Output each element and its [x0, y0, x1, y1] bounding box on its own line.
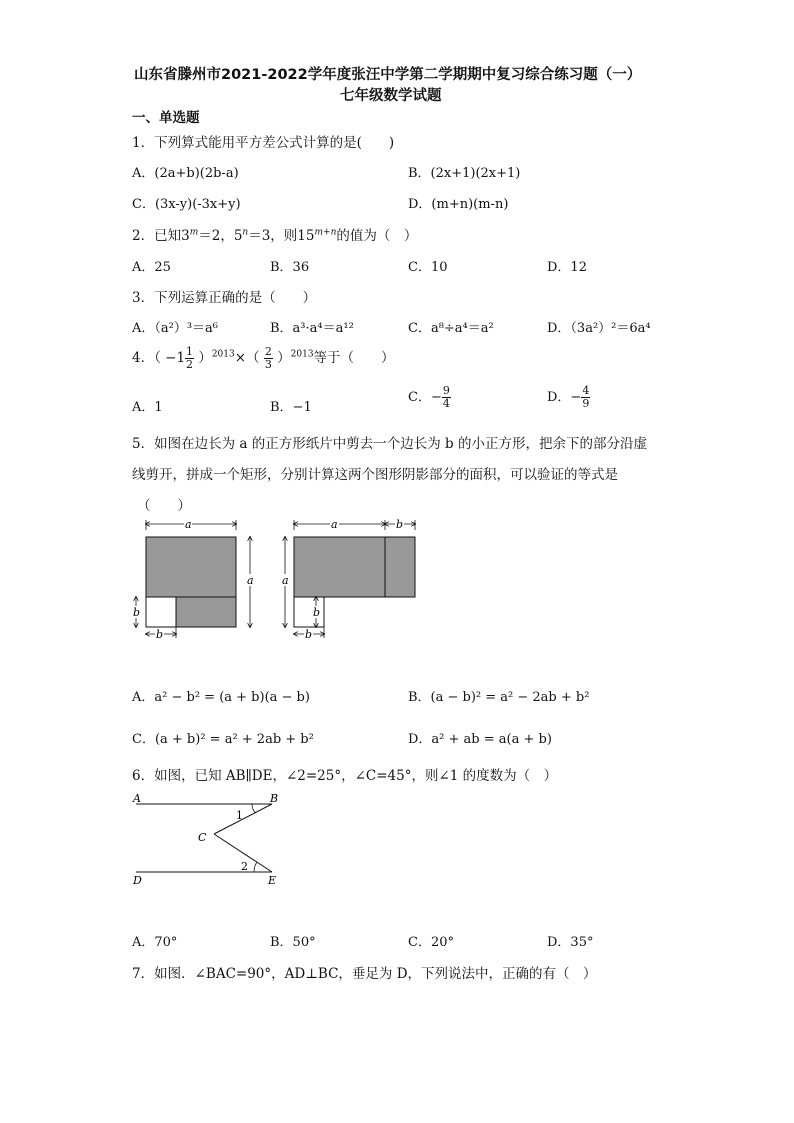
- q5-option-c[interactable]: C．(a + b)² = a² + 2ab + b²: [132, 732, 314, 747]
- svg-text:D: D: [133, 874, 142, 887]
- q2-stem: 2．已知$3^m=2$，$5^n=3$，则$15^{m+n}$的值为（ ）: [132, 227, 418, 244]
- svg-text:C: C: [198, 831, 207, 844]
- q4-option-a[interactable]: A．1: [132, 400, 163, 415]
- q3-option-a[interactable]: A．（a²）³＝a⁶: [132, 321, 219, 336]
- q5-figure: [128, 514, 428, 644]
- q4-stem: 4．（ −1 $\frac{1}{2}$ ）$^{2013}$×（ $\frac{2}{3}$ ）$^{2013}$等于（ ）: [132, 345, 395, 371]
- q5-stem-line2: 线剪开，拼成一个矩形，分别计算这两个图形阴影部分的面积，可以验证的等式是: [132, 467, 618, 483]
- svg-text:b: b: [156, 628, 164, 641]
- q4-option-b[interactable]: B．−1: [270, 400, 312, 415]
- q2-option-c[interactable]: C．10: [408, 260, 448, 275]
- q1-option-b[interactable]: B．(2x+1)(2x+1): [408, 166, 521, 181]
- q5-stem-line3: （ ）: [137, 498, 191, 514]
- q5-option-b[interactable]: B．(a − b)² = a² − 2ab + b²: [408, 690, 590, 705]
- page-title: 山东省滕州市2021-2022学年度张汪中学第二学期期中复习综合练习题（一）: [134, 67, 642, 83]
- svg-text:A: A: [133, 792, 141, 805]
- svg-text:B: B: [270, 792, 279, 805]
- square-figure: [132, 517, 256, 641]
- svg-text:a: a: [185, 518, 192, 531]
- q6-figure: [128, 788, 288, 892]
- svg-text:b: b: [313, 606, 321, 619]
- q4-option-d[interactable]: D．− $\frac{4}{9}$: [547, 384, 590, 410]
- q3-option-d[interactable]: D．（3a²）²＝6a⁴: [547, 321, 651, 336]
- q3-option-b[interactable]: B．a³·a⁴＝a¹²: [270, 321, 354, 336]
- svg-text:b: b: [305, 628, 313, 641]
- svg-text:a: a: [247, 574, 254, 587]
- q1-stem: 1．下列算式能用平方差公式计算的是( ): [132, 135, 395, 151]
- q2-option-a[interactable]: A．25: [132, 260, 171, 275]
- q6-stem: 6．如图，已知 AB∥DE，∠2=25°，∠C=45°，则∠1 的度数为（ ）: [132, 768, 558, 784]
- q7-stem: 7．如图．∠BAC=90°，AD⊥BC，垂足为 D，下列说法中，正确的有（ ）: [132, 966, 597, 982]
- q2-option-d[interactable]: D．12: [547, 260, 587, 275]
- q4-option-c[interactable]: C．− $\frac{9}{4}$: [408, 384, 450, 410]
- q3-stem: 3．下列运算正确的是（ ）: [132, 290, 317, 306]
- q1-option-d[interactable]: D．(m+n)(m-n): [408, 197, 509, 212]
- page-subtitle: 七年级数学试题: [340, 88, 442, 104]
- svg-text:b: b: [396, 518, 404, 531]
- q5-option-d[interactable]: D．a² + ab = a(a + b): [408, 732, 552, 747]
- svg-text:b: b: [133, 606, 141, 619]
- q3-option-c[interactable]: C．a⁸÷a⁴＝a²: [408, 321, 494, 336]
- q5-option-a[interactable]: A．a² − b² = (a + b)(a − b): [132, 690, 310, 705]
- svg-text:2: 2: [241, 860, 248, 873]
- rectangle-figure: [281, 517, 415, 641]
- svg-text:a: a: [331, 518, 338, 531]
- q6-option-a[interactable]: A．70°: [132, 935, 178, 950]
- q2-option-b[interactable]: B．36: [270, 260, 310, 275]
- svg-text:E: E: [268, 874, 277, 887]
- q5-stem-line1: 5．如图在边长为 a 的正方形纸片中剪去一个边长为 b 的小正方形，把余下的部分沿虚: [132, 436, 647, 452]
- q1-option-a[interactable]: A．(2a+b)(2b-a): [132, 166, 239, 181]
- svg-text:a: a: [282, 574, 289, 587]
- section-heading: 一、单选题: [132, 110, 200, 126]
- q1-option-c[interactable]: C．(3x-y)(-3x+y): [132, 197, 241, 212]
- q6-option-d[interactable]: D．35°: [547, 935, 594, 950]
- q6-option-c[interactable]: C．20°: [408, 935, 454, 950]
- svg-text:1: 1: [236, 809, 243, 822]
- q6-option-b[interactable]: B．50°: [270, 935, 316, 950]
